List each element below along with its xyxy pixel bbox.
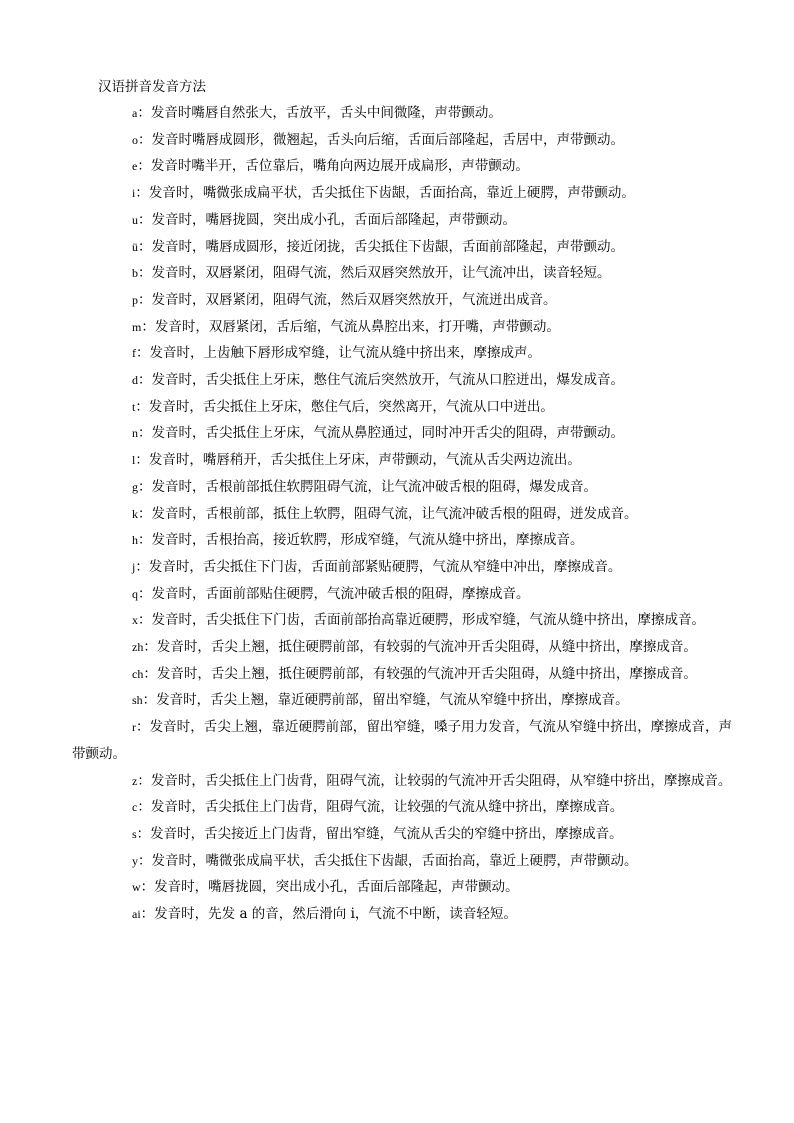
pronunciation-entry [72, 394, 732, 421]
pronunciation-description: ：发音时嘴半开，舌位靠后，嘴角向两边展开成扁形，声带颤动。 [137, 158, 529, 175]
pinyin-letter: y [132, 853, 138, 868]
pinyin-letter: a [132, 106, 138, 120]
pronunciation-description: ：发音时，舌尖抵住上牙床，憋住气后，突然离开，气流从口中迸出。 [135, 398, 554, 415]
pinyin-letter: b [132, 266, 138, 281]
pinyin-letter: ü [132, 239, 138, 254]
pronunciation-entry [72, 661, 732, 688]
pronunciation-description: ：发音时，舌尖上翘，抵住硬腭前部，有较强的气流冲开舌尖阻碍，从缝中挤出，摩擦成音。 [143, 665, 697, 682]
page-title: 汉语拼音发音方法 [98, 79, 206, 95]
pinyin-letter: r [132, 720, 136, 735]
pronunciation-description: ：发音时，嘴唇稍开，舌尖抵住上牙床，声带颤动，气流从舌尖两边流出。 [135, 452, 581, 469]
pronunciation-list [72, 100, 732, 928]
pronunciation-entry [72, 127, 732, 154]
pinyin-letter: t [132, 399, 136, 414]
pronunciation-entry [72, 527, 732, 554]
pinyin-letter: j [132, 559, 136, 574]
pronunciation-description: ：发音时，嘴唇成圆形，接近闭拢，舌尖抵住下齿龈，舌面前部隆起，声带颤动。 [138, 238, 624, 255]
pronunciation-description: ：发音时，上齿触下唇形成窄缝，让气流从缝中挤出来，摩擦成声。 [136, 345, 541, 362]
pronunciation-entry [72, 447, 732, 474]
pronunciation-entry [72, 768, 732, 795]
pronunciation-description: ：发音时，双唇紧闭，阻碍气流，然后双唇突然放开，让气流冲出，读音轻短。 [138, 265, 611, 282]
pronunciation-description: ：发音时，舌根前部抵住软腭阻碍气流，让气流冲破舌根的阻碍，爆发成音。 [138, 478, 597, 495]
pinyin-letter: u [132, 212, 138, 227]
pronunciation-entry [72, 100, 732, 127]
pronunciation-entry [72, 687, 732, 714]
pronunciation-description: ：发音时嘴唇成圆形，微翘起，舌头向后缩，舌面后部隆起，舌居中，声带颤动。 [138, 131, 624, 148]
pronunciation-description: ：发音时，双唇紧闭，阻碍气流，然后双唇突然放开，气流迸出成音。 [138, 291, 557, 308]
pronunciation-description: ：发音时，先发 a 的音，然后滑向 i，气流不中断，读音轻短。 [140, 906, 517, 923]
pronunciation-entry [72, 207, 732, 234]
pronunciation-entry [72, 474, 732, 501]
pinyin-letter: n [132, 426, 138, 441]
pronunciation-description: ：发音时，舌根抬高，接近软腭，形成窄缝，气流从缝中挤出，摩擦成音。 [138, 532, 584, 549]
pronunciation-description: ：发音时，舌尖抵住下门齿，舌面前部紧贴硬腭，气流从窄缝中冲出，摩擦成音。 [135, 558, 622, 575]
pronunciation-description: ：发音时，舌尖抵住上门齿背，阻碍气流，让较强的气流从缝中挤出，摩擦成音。 [137, 799, 624, 816]
pronunciation-entry [72, 180, 732, 207]
pronunciation-description: ：发音时，嘴唇拢圆，突出成小孔，舌面后部隆起，声带颤动。 [138, 211, 516, 228]
pinyin-letter: zh [132, 640, 144, 655]
pronunciation-description: ：发音时，嘴微张成扁平状，舌尖抵住下齿龈，舌面抬高，靠近上硬腭，声带颤动。 [138, 852, 638, 869]
pinyin-letter: o [132, 132, 138, 147]
pronunciation-entry [72, 501, 732, 528]
pinyin-letter: m [132, 319, 142, 334]
pinyin-letter: s [132, 826, 137, 841]
pronunciation-description: ：发音时，舌尖抵住上牙床，气流从鼻腔通过，同时冲开舌尖的阻碍，声带颤动。 [138, 425, 624, 442]
pinyin-letter: q [132, 586, 138, 601]
pronunciation-description: ：发音时，舌面前部贴住硬腭，气流冲破舌根的阻碍，摩擦成音。 [138, 585, 530, 602]
pinyin-letter: i [132, 186, 136, 201]
pronunciation-description: ：发音时，嘴微张成扁平状，舌尖抵住下齿龈，舌面抬高，靠近上硬腭，声带颤动。 [135, 185, 635, 202]
pronunciation-entry [72, 287, 732, 314]
pinyin-letter: p [132, 292, 138, 307]
pronunciation-description: ：发音时，舌尖上翘，抵住硬腭前部，有较弱的气流冲开舌尖阻碍，从缝中挤出，摩擦成音。 [143, 639, 697, 656]
pronunciation-description: ：发音时，舌尖抵住下门齿，舌面前部抬高靠近硬腭，形成窄缝，气流从缝中挤出，摩擦成音。 [138, 612, 705, 629]
pronunciation-entry [72, 260, 732, 287]
pronunciation-description: ：发音时，舌根前部，抵住上软腭，阻碍气流，让气流冲破舌根的阻碍，迸发成音。 [138, 505, 638, 522]
pinyin-letter: f [132, 346, 136, 361]
pinyin-letter: k [132, 506, 138, 521]
pronunciation-description: ：发音时，舌尖抵住上牙床，憋住气流后突然放开，气流从口腔迸出，爆发成音。 [138, 372, 624, 389]
pronunciation-entry [72, 848, 732, 875]
pinyin-letter: sh [132, 693, 143, 708]
pronunciation-entry [72, 581, 732, 608]
pronunciation-entry [72, 340, 732, 367]
pinyin-letter: d [132, 373, 138, 388]
pronunciation-entry [72, 874, 732, 901]
pronunciation-entry [72, 367, 732, 394]
pronunciation-entry [72, 420, 732, 447]
pronunciation-entry [72, 901, 732, 928]
pinyin-letter: g [132, 479, 138, 494]
pinyin-letter: l [132, 453, 136, 468]
pronunciation-entry [72, 634, 732, 661]
pinyin-letter: h [132, 533, 138, 548]
pinyin-letter: x [132, 613, 138, 628]
pronunciation-description: ：发音时，舌尖上翘，靠近硬腭前部，留出窄缝，气流从窄缝中挤出，摩擦成音。 [142, 692, 629, 709]
pronunciation-entry [72, 153, 732, 180]
pinyin-letter: ch [132, 666, 144, 681]
pronunciation-entry [72, 314, 732, 341]
pinyin-letter: w [132, 880, 141, 895]
pronunciation-entry [72, 794, 732, 821]
pronunciation-description: ：发音时，双唇紧闭，舌后缩，气流从鼻腔出来，打开嘴，声带颤动。 [141, 318, 560, 335]
pronunciation-entry [72, 714, 732, 767]
pronunciation-entry [72, 821, 732, 848]
pronunciation-entry [72, 607, 732, 634]
pronunciation-entry [72, 234, 732, 261]
pronunciation-description: ：发音时，嘴唇拢圆，突出成小孔，舌面后部隆起，声带颤动。 [140, 879, 519, 896]
pronunciation-description: ：发音时，舌尖接近上门齿背，留出窄缝，气流从舌尖的窄缝中挤出，摩擦成音。 [136, 825, 623, 842]
pinyin-letter: c [132, 800, 138, 815]
pinyin-letter: e [132, 159, 138, 174]
pronunciation-description: ：发音时，舌尖抵住上门齿背，阻碍气流，让较弱的气流冲开舌尖阻碍，从窄缝中挤出，摩擦成音。 [137, 772, 732, 789]
pronunciation-entry [72, 554, 732, 581]
pronunciation-description: ：发音时嘴唇自然张大，舌放平，舌头中间微隆，声带颤动。 [137, 105, 502, 121]
pinyin-letter: z [132, 773, 138, 788]
pinyin-letter: ai [132, 907, 141, 922]
pronunciation-description: ：发音时，舌尖上翘，靠近硬腭前部，留出窄缝，嗓子用力发音，气流从窄缝中挤出，摩擦成音，声带颤动。 [72, 719, 732, 762]
